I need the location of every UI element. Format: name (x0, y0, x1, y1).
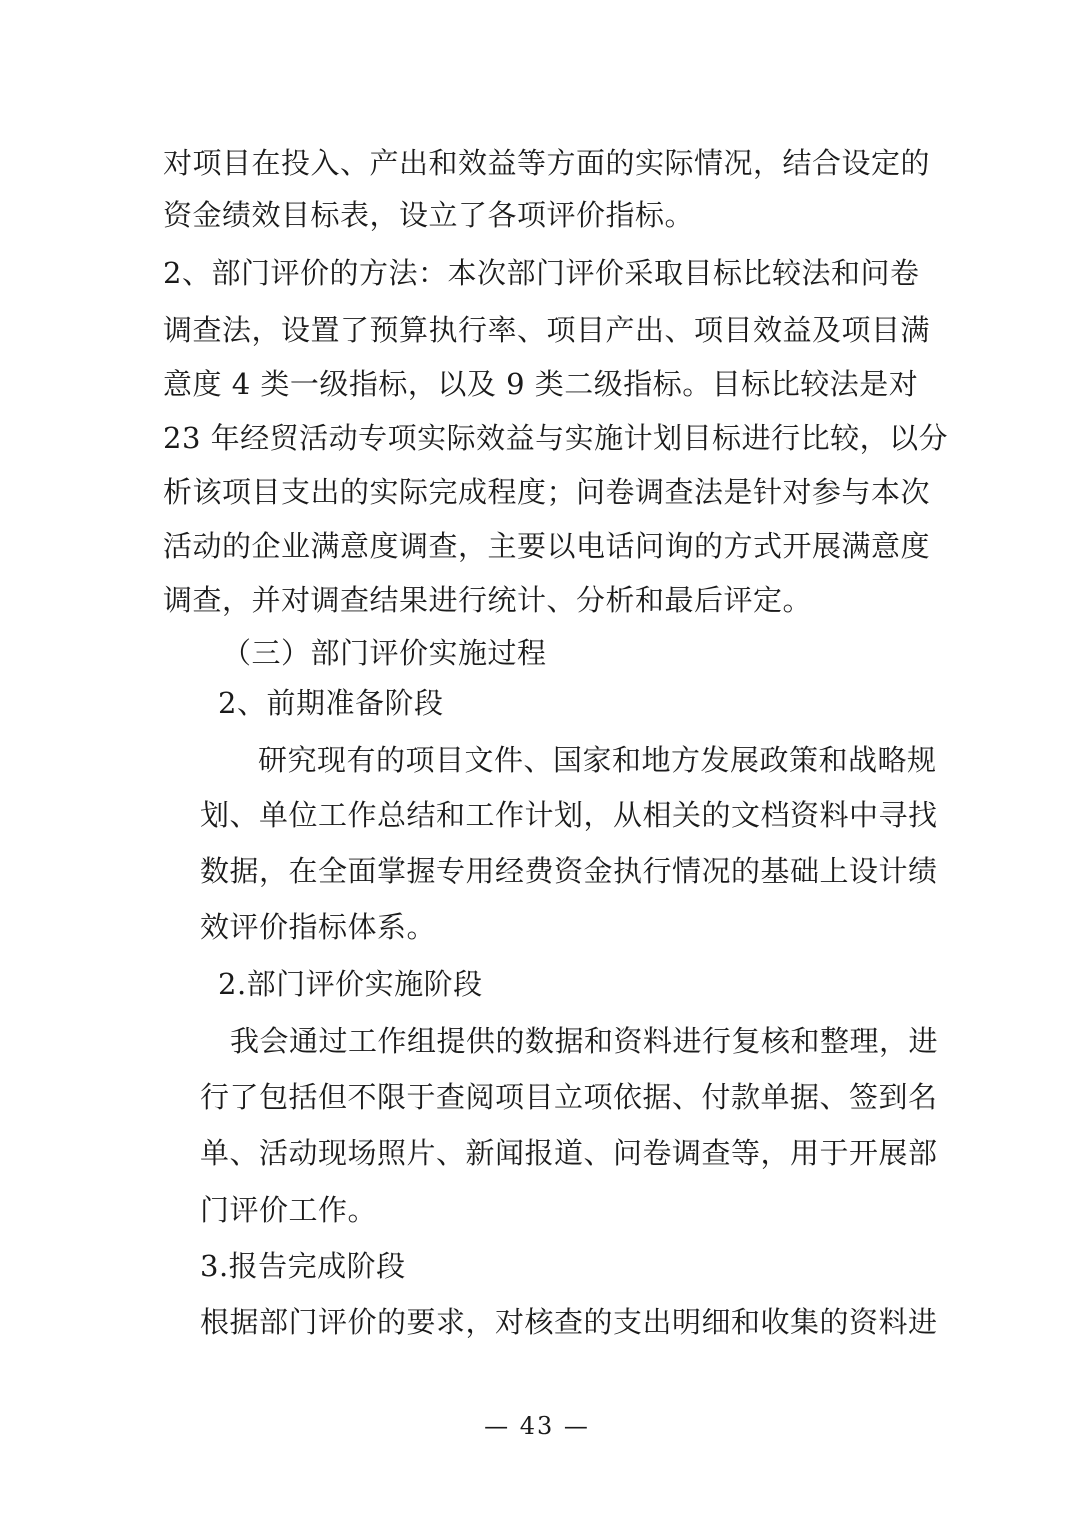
subsection-heading: 2、前期准备阶段 (218, 686, 444, 720)
paragraph-line: 活动的企业满意度调查，主要以电话问询的方式开展满意度 (163, 529, 931, 563)
paragraph-line: 调查，并对调查结果进行统计、分析和最后评定。 (163, 583, 813, 617)
section-heading: （三）部门评价实施过程 (222, 636, 547, 670)
paragraph-line: 数据，在全面掌握专用经费资金执行情况的基础上设计绩 (200, 854, 938, 888)
paragraph-line: 行了包括但不限于查阅项目立项依据、付款单据、签到名 (200, 1080, 938, 1114)
subsection-heading: 2.部门评价实施阶段 (218, 967, 483, 1001)
page-number: — 43 — (484, 1412, 590, 1440)
paragraph-line: 研究现有的项目文件、国家和地方发展政策和战略规 (258, 743, 937, 777)
paragraph-line: 23 年经贸活动专项实际效益与实施计划目标进行比较，以分 (163, 421, 949, 455)
paragraph-line: 2、部门评价的方法：本次部门评价采取目标比较法和问卷 (163, 256, 920, 290)
paragraph-line: 资金绩效目标表，设立了各项评价指标。 (163, 198, 695, 232)
subsection-heading: 3.报告完成阶段 (200, 1249, 406, 1283)
paragraph-line: 我会通过工作组提供的数据和资料进行复核和整理，进 (230, 1024, 939, 1058)
paragraph-line: 析该项目支出的实际完成程度；问卷调查法是针对参与本次 (163, 475, 931, 509)
paragraph-line: 门评价工作。 (200, 1193, 378, 1227)
paragraph-line: 意度 4 类一级指标，以及 9 类二级指标。目标比较法是对 (163, 367, 919, 401)
paragraph-line: 根据部门评价的要求，对核查的支出明细和收集的资料进 (200, 1305, 938, 1339)
paragraph-line: 效评价指标体系。 (200, 910, 437, 944)
paragraph-line: 调查法，设置了预算执行率、项目产出、项目效益及项目满 (163, 313, 931, 347)
paragraph-line: 单、活动现场照片、新闻报道、问卷调查等，用于开展部 (200, 1136, 938, 1170)
paragraph-line: 对项目在投入、产出和效益等方面的实际情况，结合设定的 (163, 146, 931, 180)
paragraph-line: 划、单位工作总结和工作计划，从相关的文档资料中寻找 (200, 798, 938, 832)
